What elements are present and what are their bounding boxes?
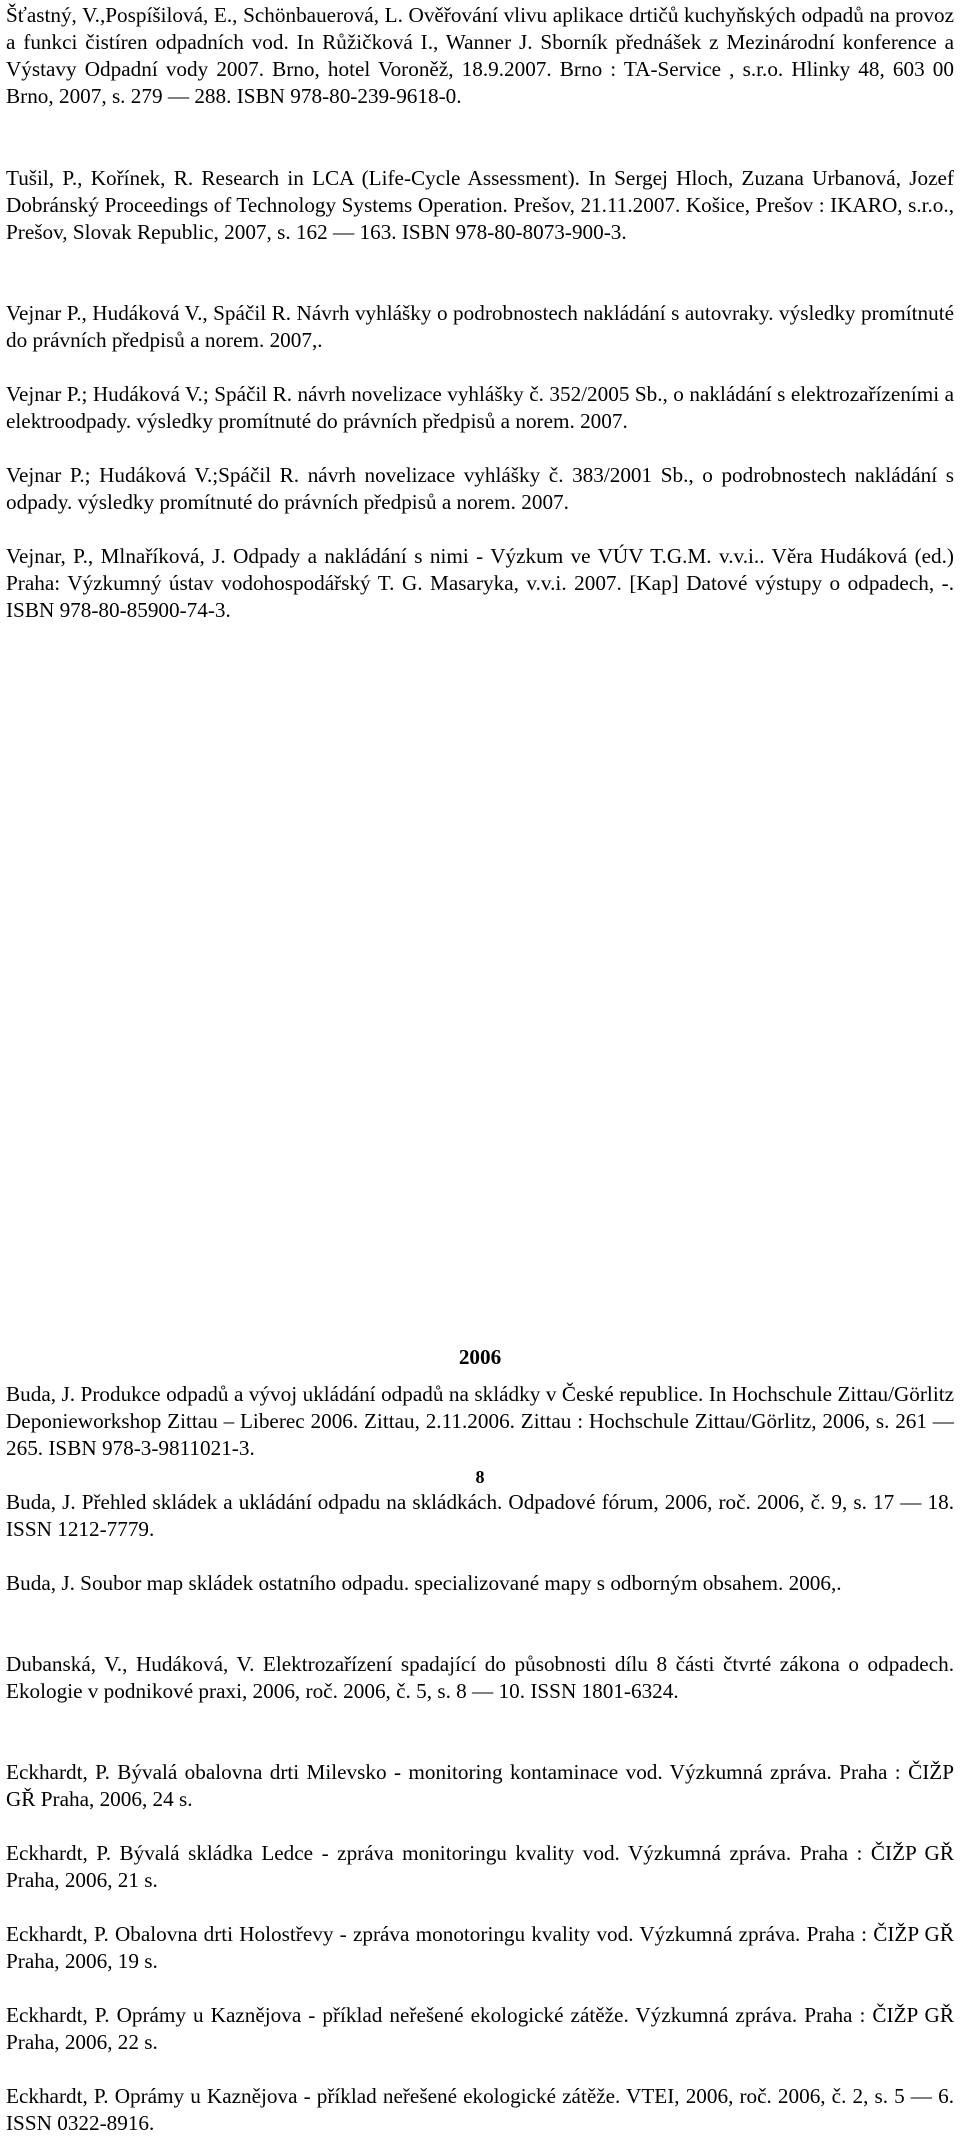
reference-entry: Eckhardt, P. Oprámy u Kaznějova - příklad neřešené ekologické zátěže. Výzkumná zpráva. Praha : ČIŽP GŘ Praha, 2006, 22 s. xyxy=(6,2003,954,2054)
reference-entry: Vejnar P.; Hudáková V.;Spáčil R. návrh novelizace vyhlášky č. 383/2001 Sb., o podrobnostech nakládání s odpady. výsledky promítnuté do právních předpisů a norem. 2007. xyxy=(6,463,954,514)
reference-entry: Tušil, P., Kořínek, R. Research in LCA (Life-Cycle Assessment). In Sergej Hloch, Zuzana Urbanová, Jozef Dobránský Proceedings of Technology Systems Operation. Prešov, 21.11.2007. Košice, Prešov : IKARO, s.r.o., Prešov, Slovak Republic, 2007, s. 162 — 163. ISBN 978-80-8073-900-3. xyxy=(6,166,954,244)
page-number: 8 xyxy=(475,1467,485,1487)
reference-entry: Buda, J. Soubor map skládek ostatního odpadu. specializované mapy s odborným obsahem. 2006,. xyxy=(6,1571,842,1595)
reference-entry: Vejnar P.; Hudáková V.; Spáčil R. návrh novelizace vyhlášky č. 352/2005 Sb., o nakládání s elektrozařízeními a elektroodpady. výsledky promítnuté do právních předpisů a norem. 2007. xyxy=(6,382,954,433)
reference-entry: Šťastný, V.,Pospíšilová, E., Schönbauerová, L. Ověřování vlivu aplikace drtičů kuchyňských odpadů na provoz a funkci čistíren odpadních vod. In Růžičková I., Wanner J. Sborník přednášek z Mezinárodní konference a Výstavy Odpadní vody 2007. Brno, hotel Voroněž, 18.9.2007. Brno : TA-Service , s.r.o. Hlinky 48, 603 00 Brno, 2007, s. 279 — 288. ISBN 978-80-239-9618-0. xyxy=(6,3,954,108)
reference-entry: Buda, J. Přehled skládek a ukládání odpadu na skládkách. Odpadové fórum, 2006, roč. 2006, č. 9, s. 17 — 18. ISSN 1212-7779. xyxy=(6,1490,954,1541)
year-2006-heading: 2006 xyxy=(458,1345,502,1369)
reference-entry: Eckhardt, P. Obalovna drti Holostřevy - zpráva monotoringu kvality vod. Výzkumná zpráva. Praha : ČIŽP GŘ Praha, 2006, 19 s. xyxy=(6,1922,954,1973)
section-2006 xyxy=(6,1344,954,1371)
reference-entry: Eckhardt, P. Oprámy u Kaznějova - příklad neřešené ekologické zátěže. VTEI, 2006, roč. 2006, č. 2, s. 5 — 6. ISSN 0322-8916. xyxy=(6,2084,954,2135)
reference-entry: Buda, J. Produkce odpadů a vývoj ukládání odpadů na skládky v České republice. In Hochschule Zittau/Görlitz Deponieworkshop Zittau – Liberec 2006. Zittau, 2.11.2006. Zittau : Hochschule Zittau/Görlitz, 2006, s. 261 — 265. ISBN 978-3-9811021-3. xyxy=(6,1382,954,1460)
reference-entry: Eckhardt, P. Bývalá skládka Ledce - zpráva monitoringu kvality vod. Výzkumná zpráva. Praha : ČIŽP GŘ Praha, 2006, 21 s. xyxy=(6,1841,954,1892)
reference-entry: Vejnar P., Hudáková V., Spáčil R. Návrh vyhlášky o podrobnostech nakládání s autovraky. výsledky promítnuté do právních předpisů a norem. 2007,. xyxy=(6,301,954,352)
reference-entry: Eckhardt, P. Bývalá obalovna drti Milevsko - monitoring kontaminace vod. Výzkumná zpráva. Praha : ČIŽP GŘ Praha, 2006, 24 s. xyxy=(6,1760,954,1811)
reference-entry: Vejnar, P., Mlnaříková, J. Odpady a nakládání s nimi - Výzkum ve VÚV T.G.M. v.v.i.. Věra Hudáková (ed.) Praha: Výzkumný ústav vodohospodářský T. G. Masaryka, v.v.i. 2007. [Kap] Datové výstupy o odpadech, -. ISBN 978-80-85900-74-3. xyxy=(6,544,954,622)
reference-entry: Dubanská, V., Hudáková, V. Elektrozařízení spadající do působnosti dílu 8 části čtvrté zákona o odpadech. Ekologie v podnikové praxi, 2006, roč. 2006, č. 5, s. 8 — 10. ISSN 1801-6324. xyxy=(6,1652,954,1703)
